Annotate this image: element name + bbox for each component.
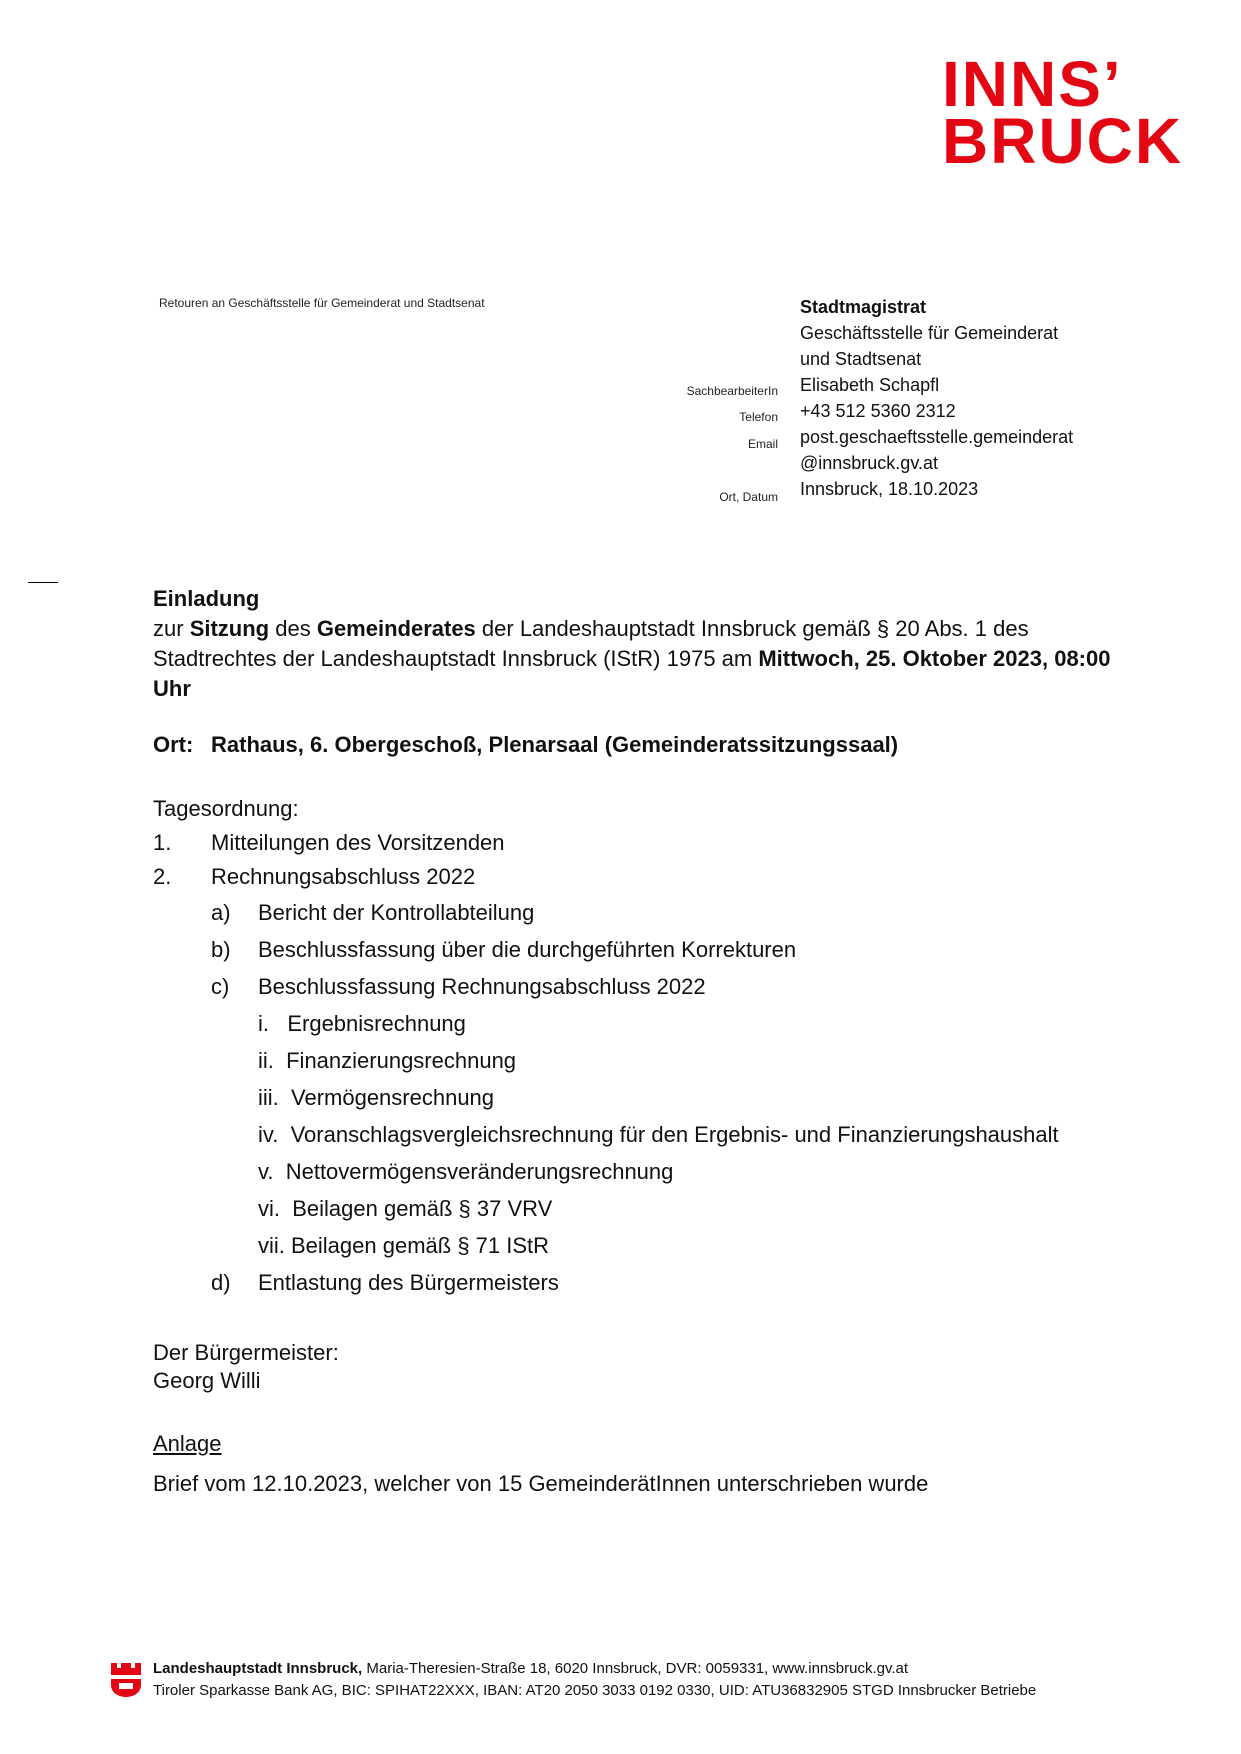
location-label: Ort:	[153, 732, 194, 757]
intro-bold-2: Gemeinderates	[316, 616, 476, 641]
intro-bold-3: Mittwoch, 25. Oktober 2023, 08:00 Uhr	[153, 646, 1111, 701]
signature-block	[153, 1339, 1113, 1395]
agenda-item	[153, 860, 1113, 894]
footer	[153, 1658, 1036, 1702]
agenda-item-text: Mitteilungen des Vorsitzenden	[211, 830, 505, 855]
roman-subitem	[153, 1227, 1113, 1264]
roman-subitem	[153, 1079, 1113, 1116]
roman-subitem	[153, 1153, 1113, 1190]
logo-line-2: BRUCK	[942, 105, 1184, 177]
sender-phone-value: +43 512 5360 2312	[800, 401, 956, 421]
label-place-date: Ort, Datum	[719, 490, 778, 504]
footer-line-1	[153, 1658, 1036, 1680]
signature-name: Georg Willi	[153, 1368, 261, 1393]
sender-email-value: post.geschaeftsstelle.gemeinderat	[800, 427, 1074, 447]
label-clerk: SachbearbeiterIn	[686, 384, 778, 398]
footer-bank: Tiroler Sparkasse Bank AG, BIC: SPIHAT22XXX, IBAN: AT20 2050 3033 0192 0330, UID: ATU36832905 STGD Innsbrucker Betriebe	[153, 1682, 1037, 1699]
sender-dept-line-2: und Stadtsenat	[800, 349, 922, 369]
agenda-item	[153, 826, 1113, 860]
subitem-text: Beschlussfassung Rechnungsabschluss 2022	[258, 974, 706, 999]
subitem-text: Entlastung des Bürgermeisters	[258, 1270, 559, 1295]
roman-subitem	[153, 1042, 1113, 1079]
roman-subitem-text: iii. Vermögensrechnung	[258, 1085, 495, 1110]
footer-org: Landeshauptstadt Innsbruck,	[153, 1660, 363, 1677]
subitem-letter: d)	[211, 1270, 231, 1295]
fold-mark	[28, 582, 58, 583]
roman-subitem-text: v. Nettovermögensveränderungsrechnung	[258, 1159, 674, 1184]
footer-address: Maria-Theresien-Straße 18, 6020 Innsbruck, DVR: 0059331, www.innsbruck.gv.at	[362, 1660, 909, 1677]
intro-text-2: des	[269, 616, 317, 641]
agenda-item-number: 1.	[153, 830, 172, 855]
agenda-subitem	[153, 894, 1113, 931]
subitem-text: Beschlussfassung über die durchgeführten Korrekturen	[258, 937, 797, 962]
subitem-letter: b)	[211, 937, 231, 962]
innsbruck-logo	[942, 48, 1184, 177]
subitem-letter: a)	[211, 900, 231, 925]
roman-subitem-text: vi. Beilagen gemäß § 37 VRV	[258, 1196, 553, 1221]
sender-dept-line-1: Geschäftsstelle für Gemeinderat	[800, 323, 1059, 343]
agenda-heading: Tagesordnung:	[153, 796, 299, 821]
roman-subitem	[153, 1190, 1113, 1227]
intro-text-1: zur	[153, 616, 190, 641]
letter-body	[153, 584, 1113, 1499]
sender-org: Stadtmagistrat	[800, 297, 927, 317]
roman-subitem-text: ii. Finanzierungsrechnung	[258, 1048, 517, 1073]
agenda-item-number: 2.	[153, 864, 172, 889]
subitem-text: Bericht der Kontrollabteilung	[258, 900, 535, 925]
city-crest-icon	[109, 1659, 143, 1699]
roman-subitem	[153, 1005, 1113, 1042]
agenda-item-text: Rechnungsabschluss 2022	[211, 864, 476, 889]
return-address: Retouren an Geschäftsstelle für Gemeinderat und Stadtsenat	[159, 296, 485, 310]
roman-subitem	[153, 1116, 1113, 1153]
agenda-subitem	[153, 931, 1113, 968]
intro-paragraph	[153, 614, 1113, 704]
logo-line-1: INNS’	[942, 48, 1123, 120]
roman-subitem-text: i. Ergebnisrechnung	[258, 1011, 466, 1036]
sender-email-domain: @innsbruck.gv.at	[800, 453, 938, 473]
intro-bold-1: Sitzung	[189, 616, 270, 641]
annex-text: Brief vom 12.10.2023, welcher von 15 GemeinderätInnen unterschrieben wurde	[153, 1471, 929, 1496]
sender-date-value: Innsbruck, 18.10.2023	[800, 479, 979, 499]
location-line	[153, 730, 1113, 760]
intro-text-3: der Landeshauptstadt Innsbruck gemäß § 20 Abs. 1 des Stadtrechtes der Landeshauptstadt Innsbruck (IStR) 1975 am	[153, 616, 1029, 671]
label-email: Email	[747, 437, 778, 451]
sender-clerk-value: Elisabeth Schapfl	[800, 375, 940, 395]
agenda-subitem	[153, 1264, 1113, 1301]
location-value: Rathaus, 6. Obergeschoß, Plenarsaal (Gemeinderatssitzungssaal)	[211, 732, 899, 757]
letter-title: Einladung	[153, 586, 260, 611]
signature-role: Der Bürgermeister:	[153, 1340, 339, 1365]
agenda-subitem	[153, 968, 1113, 1005]
roman-subitem-text: iv. Voranschlagsvergleichsrechnung für den Ergebnis- und Finanzierungshaushalt	[258, 1122, 1059, 1147]
label-phone: Telefon	[739, 410, 778, 424]
annex-heading: Anlage	[153, 1431, 222, 1456]
sender-block	[800, 294, 1073, 502]
roman-subitem-text: vii. Beilagen gemäß § 71 IStR	[258, 1233, 550, 1258]
subitem-letter: c)	[211, 974, 230, 999]
